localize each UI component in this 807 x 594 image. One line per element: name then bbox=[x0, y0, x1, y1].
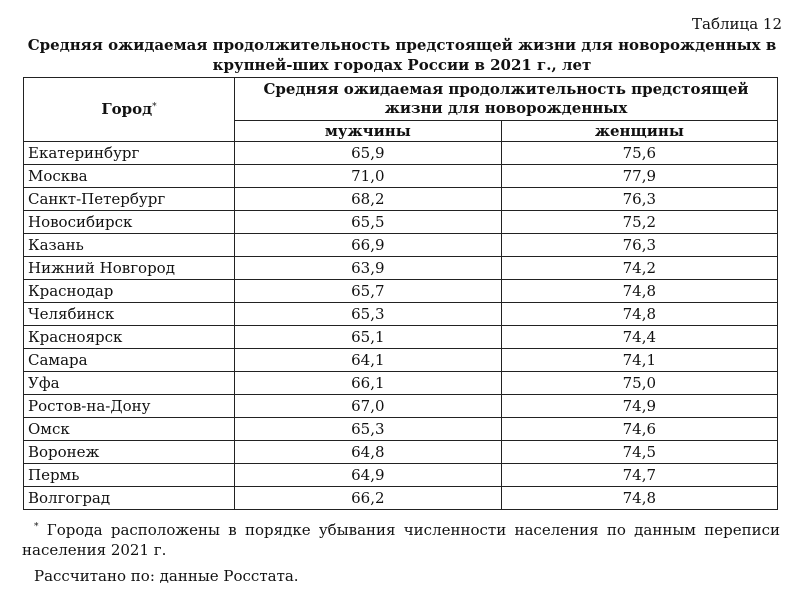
table-row bbox=[24, 372, 778, 395]
table-row bbox=[24, 142, 778, 165]
city-cell: Москва bbox=[24, 165, 235, 188]
table-row bbox=[24, 326, 778, 349]
footnote bbox=[22, 517, 782, 560]
table-row bbox=[24, 188, 778, 211]
men-value-cell: 65,1 bbox=[235, 326, 502, 349]
city-cell: Воронеж bbox=[24, 441, 235, 464]
city-cell: Екатеринбург bbox=[24, 142, 235, 165]
table-row bbox=[24, 280, 778, 303]
footnote-mark: * bbox=[34, 522, 39, 532]
men-value-cell: 65,5 bbox=[235, 211, 502, 234]
women-value-cell: 76,3 bbox=[501, 188, 777, 211]
men-value-cell: 65,3 bbox=[235, 418, 502, 441]
city-cell: Нижний Новгород bbox=[24, 257, 235, 280]
column-header-women: женщины bbox=[501, 121, 777, 142]
women-value-cell: 74,8 bbox=[501, 280, 777, 303]
men-value-cell: 65,9 bbox=[235, 142, 502, 165]
men-value-cell: 66,1 bbox=[235, 372, 502, 395]
table-row bbox=[24, 303, 778, 326]
women-value-cell: 74,8 bbox=[501, 303, 777, 326]
city-cell: Самара bbox=[24, 349, 235, 372]
table-row bbox=[24, 349, 778, 372]
table-number-label: Таблица 12 bbox=[692, 15, 782, 33]
table-header bbox=[24, 78, 778, 142]
table-row bbox=[24, 418, 778, 441]
column-header-group: Средняя ожидаемая продолжительность предстоящей жизни для новорожденных bbox=[235, 78, 778, 121]
men-value-cell: 64,8 bbox=[235, 441, 502, 464]
men-value-cell: 65,7 bbox=[235, 280, 502, 303]
table-row bbox=[24, 234, 778, 257]
women-value-cell: 74,9 bbox=[501, 395, 777, 418]
table-row bbox=[24, 257, 778, 280]
city-header-footnote-mark: * bbox=[152, 102, 157, 112]
city-cell: Челябинск bbox=[24, 303, 235, 326]
footnote-text: Города расположены в порядке убывания численности населения по данным переписи населения 2021 г. bbox=[22, 521, 780, 559]
men-value-cell: 64,1 bbox=[235, 349, 502, 372]
city-cell: Пермь bbox=[24, 464, 235, 487]
document-page bbox=[22, 14, 782, 586]
source-note: Рассчитано по: данные Росстата. bbox=[34, 567, 299, 585]
city-header-label: Город bbox=[101, 100, 153, 118]
women-value-cell: 74,8 bbox=[501, 487, 777, 510]
city-cell: Казань bbox=[24, 234, 235, 257]
table-body bbox=[24, 142, 778, 510]
men-value-cell: 63,9 bbox=[235, 257, 502, 280]
table-row bbox=[24, 487, 778, 510]
city-cell: Уфа bbox=[24, 372, 235, 395]
city-cell: Краснодар bbox=[24, 280, 235, 303]
city-cell: Новосибирск bbox=[24, 211, 235, 234]
men-value-cell: 71,0 bbox=[235, 165, 502, 188]
women-value-cell: 75,2 bbox=[501, 211, 777, 234]
men-value-cell: 68,2 bbox=[235, 188, 502, 211]
table-row bbox=[24, 395, 778, 418]
women-value-cell: 74,5 bbox=[501, 441, 777, 464]
table-row bbox=[24, 441, 778, 464]
women-value-cell: 75,6 bbox=[501, 142, 777, 165]
life-expectancy-table bbox=[23, 77, 778, 510]
women-value-cell: 74,7 bbox=[501, 464, 777, 487]
women-value-cell: 74,2 bbox=[501, 257, 777, 280]
men-value-cell: 65,3 bbox=[235, 303, 502, 326]
header-row-top bbox=[24, 78, 778, 121]
women-value-cell: 76,3 bbox=[501, 234, 777, 257]
city-cell: Волгоград bbox=[24, 487, 235, 510]
column-header-men: мужчины bbox=[235, 121, 502, 142]
women-value-cell: 74,6 bbox=[501, 418, 777, 441]
column-header-city bbox=[24, 78, 235, 142]
men-value-cell: 66,9 bbox=[235, 234, 502, 257]
women-value-cell: 74,4 bbox=[501, 326, 777, 349]
table-row bbox=[24, 211, 778, 234]
city-cell: Омск bbox=[24, 418, 235, 441]
men-value-cell: 64,9 bbox=[235, 464, 502, 487]
city-cell: Санкт-Петербург bbox=[24, 188, 235, 211]
city-cell: Красноярск bbox=[24, 326, 235, 349]
women-value-cell: 77,9 bbox=[501, 165, 777, 188]
table-title: Средняя ожидаемая продолжительность предстоящей жизни для новорожденных в крупней-ших городах России в 2021 г., лет bbox=[27, 36, 777, 74]
men-value-cell: 66,2 bbox=[235, 487, 502, 510]
city-cell: Ростов-на-Дону bbox=[24, 395, 235, 418]
men-value-cell: 67,0 bbox=[235, 395, 502, 418]
women-value-cell: 75,0 bbox=[501, 372, 777, 395]
table-row bbox=[24, 464, 778, 487]
women-value-cell: 74,1 bbox=[501, 349, 777, 372]
table-row bbox=[24, 165, 778, 188]
